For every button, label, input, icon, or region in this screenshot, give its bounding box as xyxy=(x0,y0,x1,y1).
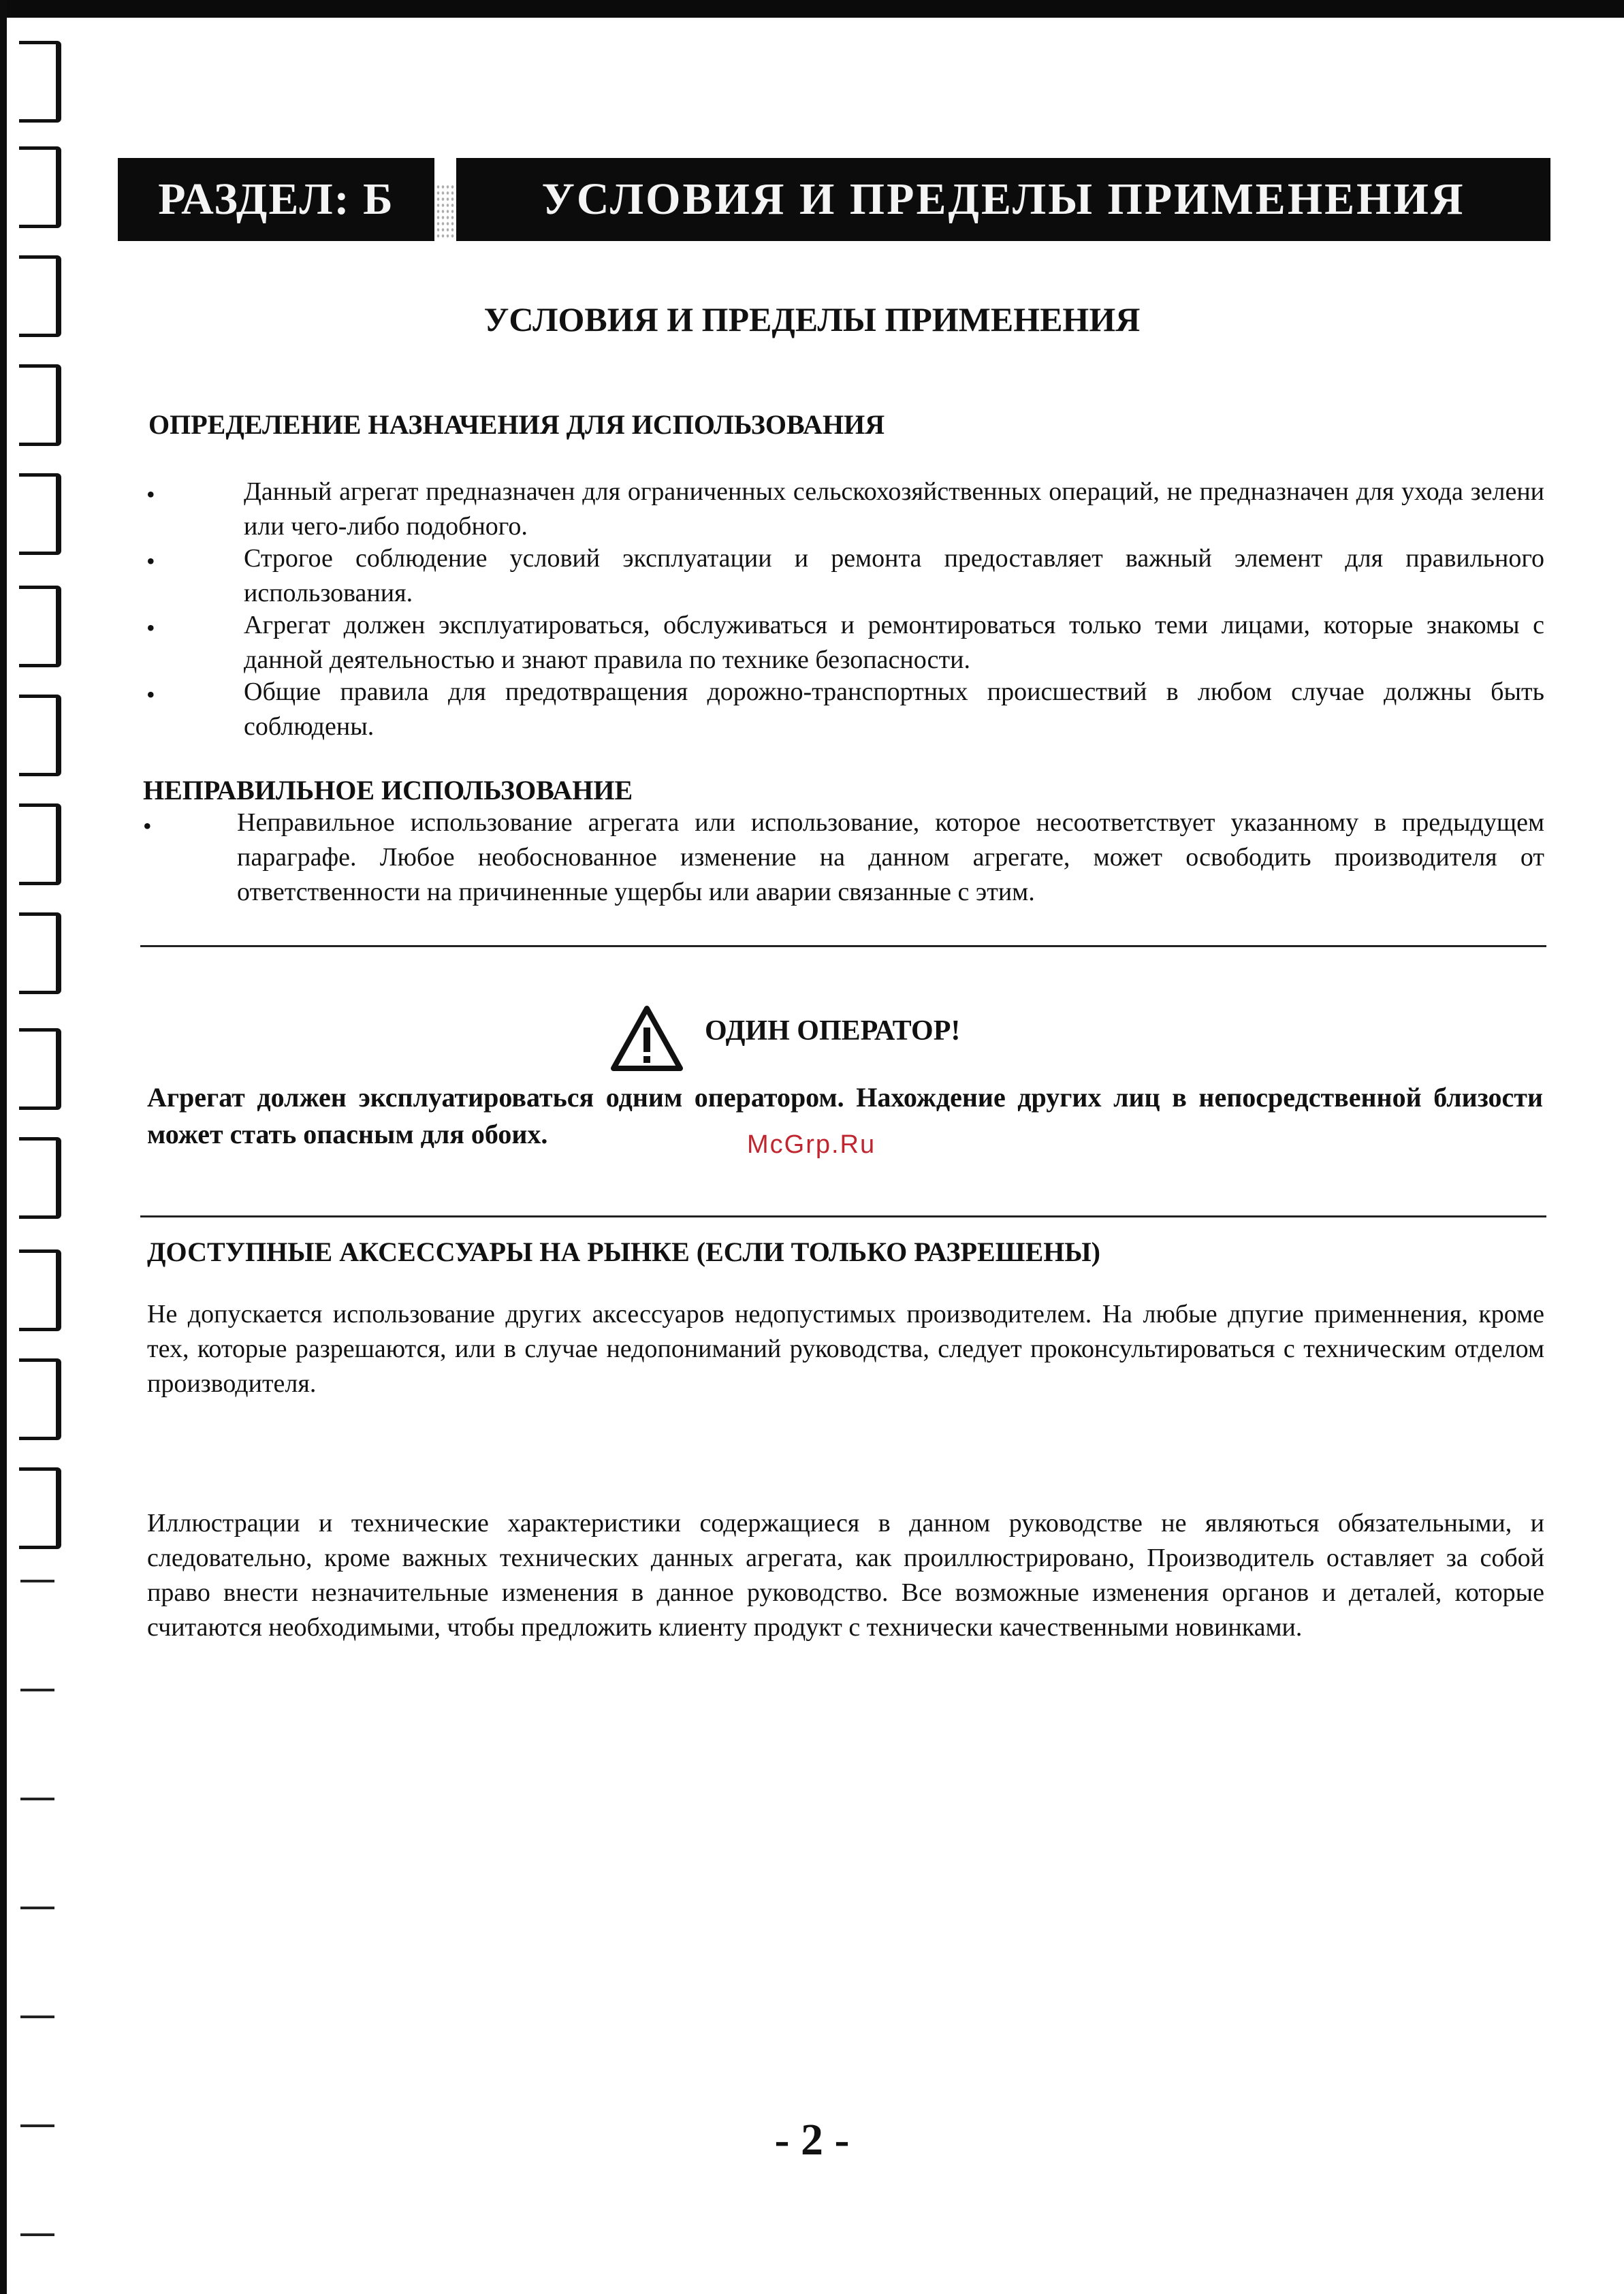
bullet-marker: • xyxy=(143,812,152,840)
binding-tick xyxy=(20,2016,54,2018)
binding-tick xyxy=(20,1689,54,1691)
binding-hole xyxy=(19,803,61,885)
binding-hole xyxy=(19,1249,61,1331)
purpose-heading: ОПРЕДЕЛЕНИЕ НАЗНАЧЕНИЯ ДЛЯ ИСПОЛЬЗОВАНИЯ xyxy=(148,409,885,440)
bullet-marker: • xyxy=(146,481,155,508)
scan-top-border xyxy=(0,0,1624,18)
bullet-marker: • xyxy=(146,614,155,641)
page-title: УСЛОВИЯ И ПРЕДЕЛЫ ПРИМЕНЕНИЯ xyxy=(483,300,1141,338)
binding-tick xyxy=(20,1907,54,1909)
binding-hole xyxy=(19,146,61,228)
scan-noise xyxy=(436,184,455,238)
binding-hole xyxy=(19,695,61,776)
binding-hole xyxy=(19,41,61,123)
binding-hole xyxy=(19,1137,61,1219)
page-number: - 2 - xyxy=(774,2115,850,2165)
warning-label: ОДИН ОПЕРАТОР! xyxy=(705,1015,961,1047)
bullet-marker: • xyxy=(146,547,155,575)
bullet-marker: • xyxy=(146,681,155,708)
binding-hole xyxy=(19,586,61,667)
scan-left-border xyxy=(0,0,7,2294)
binding-tick xyxy=(20,1580,54,1582)
binding-hole xyxy=(19,364,61,446)
binding-tick xyxy=(20,2233,54,2236)
warning-text: Агрегат должен эксплуатироваться одним оператором. Нахождение других лиц в непосредственной близости может стать опасным для обоих. xyxy=(147,1082,1543,1149)
accessories-heading: ДОСТУПНЫЕ АКСЕССУАРЫ НА РЫНКЕ (ЕСЛИ ТОЛЬКО РАЗРЕШЕНЫ) xyxy=(147,1237,1100,1267)
disclaimer-text: Иллюстрации и технические характеристики содержащиеся в данном руководстве не являються обязательными, и следовательно, кроме важных технических данных агрегата, как проиллюстрировано, Производитель оставляет за собой право внести незначительные изменения в данное руководство. Все возможные изменения органов и деталей, которые считаются необходимыми, чтобы предложить клиенту продукт с технически качественными новинками. xyxy=(147,1509,1544,1642)
purpose-bullet-3: Агрегат должен эксплуатироваться, обслуживаться и ремонтироваться только теми лицами, которые знакомы с данной деятельностью и знают правила по технике безопасности. xyxy=(244,611,1544,674)
divider xyxy=(140,945,1546,947)
purpose-bullet-1: Данный агрегат предназначен для ограниченных сельскохозяйственных операций, не предназначен для ухода зелени или чего-либо подобного. xyxy=(244,477,1544,541)
purpose-bullet-2: Строгое соблюдение условий эксплуатации и ремонта предоставляет важный элемент для правильного использования. xyxy=(244,544,1544,607)
section-label: РАЗДЕЛ: Б xyxy=(118,158,434,241)
accessories-text: Не допускается использование других аксессуаров недопустимых производителем. На любые дпугие применнения, кроме тех, которые разрешаются, или в случае недопониманий руководства, следует проконсультироваться с техническим отделом производителя. xyxy=(147,1300,1544,1398)
binding-hole xyxy=(19,912,61,994)
binding-hole xyxy=(19,1028,61,1110)
warning-icon xyxy=(609,1004,684,1079)
section-title: УСЛОВИЯ И ПРЕДЕЛЫ ПРИМЕНЕНИЯ xyxy=(456,158,1550,241)
misuse-bullet: Неправильное использование агрегата или использование, которое несоответствует указанному в предыдущем параграфе. Любое необоснованное изменение на данном агрегате, может освободить производителя от ответственности на причиненные ущербы или аварии связанные с этим. xyxy=(237,808,1544,906)
purpose-bullet-4: Общие правила для предотвращения дорожно-транспортных происшествий в любом случае должны быть соблюдены. xyxy=(244,678,1544,741)
divider xyxy=(140,1215,1546,1217)
misuse-heading: НЕПРАВИЛЬНОЕ ИСПОЛЬЗОВАНИЕ xyxy=(143,775,633,806)
binding-hole xyxy=(19,473,61,555)
binding-hole xyxy=(19,1467,61,1549)
binding-hole xyxy=(19,1358,61,1440)
watermark: McGrp.Ru xyxy=(747,1130,876,1159)
binding-tick xyxy=(20,1798,54,1800)
